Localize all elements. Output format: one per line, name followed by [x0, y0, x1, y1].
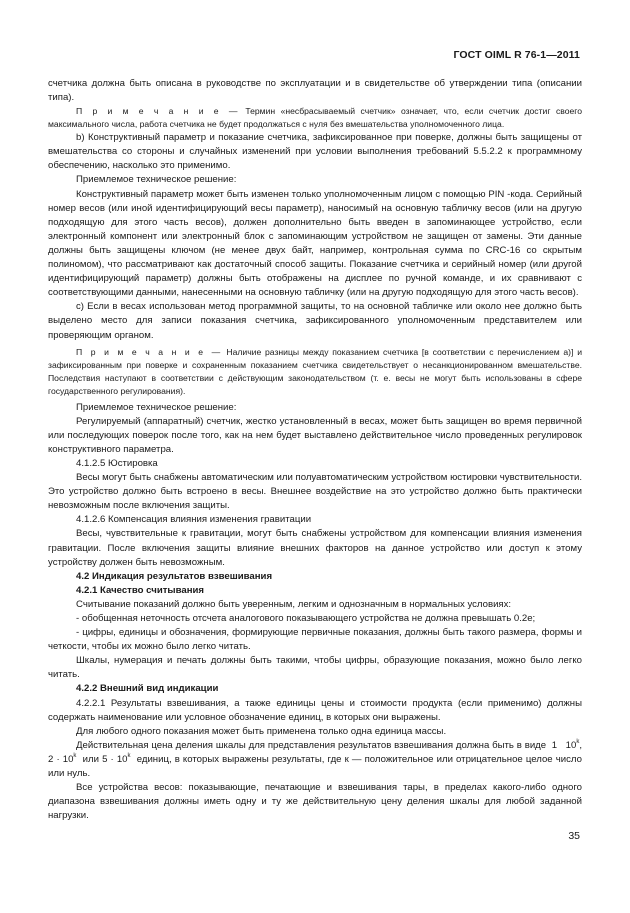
note — [48, 105, 582, 131]
paragraph: Весы, чувствительные к гравитации, могут быть снабжены устройством для компенсации влияния изменения гравитации. После включения защиты влияние внешних факторов на данное устройство или доступ к этому устройству должен быть невозможным. — [48, 528, 582, 568]
paragraph: Приемлемое техническое решение: — [76, 401, 237, 413]
section-heading: 4.2 Индикация результатов взвешивания — [76, 570, 273, 582]
list-item: - обобщенная неточность отсчета аналогового показывающего устройства не должна превышать 0.2e; — [76, 613, 536, 624]
division-paragraph: Действительная цена деления шкалы для представления результатов взвешивания должна быть в виде 1 10$^k$, $2 \cdot 10^k$ или $5 \cdot 10^k$ единиц, в которых выражены результаты, где к — положительное или отрицательное целое число или нуль. — [48, 738, 582, 780]
list-item: - цифры, единицы и обозначения, формирующие первичные показания, должны быть такого размера, формы и четкости, чтобы их можно было легко читать. — [48, 627, 582, 653]
note-label: П р и м е ч а н и е — — [76, 106, 240, 117]
note-label: П р и м е ч а н и е — — [76, 346, 223, 357]
paragraph: c) Если в весах использован метод программной защиты, то на основной табличке или около нее должно быть выделено место для записи показания счетчика, зафиксированного уполномоченным представителем или проверяющим органом. — [48, 301, 582, 341]
section-heading: 4.2.1 Качество считывания — [76, 584, 205, 596]
paragraph: счетчика должна быть описана в руководстве по эксплуатации и в свидетельстве об утверждении типа (описании типа). — [48, 78, 582, 104]
section-heading: 4.2.2 Внешний вид индикации — [76, 683, 219, 695]
note-text: Наличие разницы между показанием счетчика [в соответствии с перечислением а)] и зафиксированным при поверке и сохраненным показанием счетчика свидетельствует о несанкционированном вмешательстве. Последствия наступают в соответствии с действующим законодательством (т. е. весы не могут быть использованы в сфере государственного регулирования). — [48, 346, 582, 396]
section-heading: 4.1.2.5 Юстировка — [76, 457, 158, 469]
note-text: Термин «несбрасываемый счетчик» означает, что, если счетчик достиг своего максимального числа, работа счетчика не будет продолжаться с нуля без вмешательства уполномоченного лица. — [48, 106, 582, 130]
paragraph: b) Конструктивный параметр и показание счетчика, зафиксированное при поверке, должны быть защищены от вмешательства со стороны и случайных изменений при условии выполнения требований 5.5.2.2 к программному обеспечению, насколько это применимо. — [48, 132, 582, 172]
paragraph: Приемлемое техническое решение: — [76, 174, 237, 186]
paragraph: Считывание показаний должно быть уверенным, легким и однозначным в нормальных условиях: — [76, 598, 512, 610]
document-header: ГОСТ OIML R 76-1—2011 — [453, 49, 580, 61]
section-heading: 4.1.2.6 Компенсация влияния изменения гравитации — [76, 514, 312, 526]
page-number: 35 — [568, 830, 580, 842]
paragraph: 4.2.2.1 Результаты взвешивания, а также единицы цены и стоимости продукта (если применимо) должны содержать наименование или условное обозначение единиц, в которых они выражены. — [48, 697, 582, 723]
paragraph: Весы могут быть снабжены автоматическим или полуавтоматическим устройством юстировки чувствительности. Это устройство должно быть встроено в весы. Внешнее воздействие на это устройство должно быть практически невозможным после включения защиты. — [48, 472, 582, 512]
paragraph: Регулируемый (аппаратный) счетчик, жестко установленный в весах, может быть защищен во время первичной или последующих поверок после того, как на нем будет выставлено действительное число проведенных регулировок конструктивного параметра. — [48, 415, 582, 455]
note — [48, 346, 582, 398]
page-body — [48, 77, 582, 823]
paragraph: Конструктивный параметр может быть изменен только уполномоченным лицом с помощью PIN -кода. Серийный номер весов (или иной идентифицирующий весы параметр), наносимый на основную табличку весов (или на другую подходящую для этого часть весов), должен дополнительно быть введен в запоминающее устройство, если электронный компонент или электронный блок с запоминающим устройством не защищен от замены. Эти данные должны быть защищены ключом (не менее двух байт, например, контрольная сумма по CRC-16 со скрытым полиномом), что рассматривают как достаточный способ защиты. Показание счетчика и серийный номер (или другой идентифицирующий параметр) должны быть отображены на дисплее по ручной команде, и их сравнивают с соответствующими данными, нанесенными на основную табличку (или на другую подходящую для этого часть весов). — [48, 188, 582, 299]
paragraph: Шкалы, нумерация и печать должны быть такими, чтобы цифры, образующие показания, можно было легко читать. — [48, 655, 582, 681]
paragraph: Для любого одного показания может быть применена только одна единица массы. — [76, 725, 447, 737]
paragraph: Все устройства весов: показывающие, печатающие и взвешивания тары, в пределах какого-либо одного диапазона взвешивания должны иметь одну и ту же действительную цену деления шкалы для любой заданной нагрузки. — [48, 782, 582, 822]
